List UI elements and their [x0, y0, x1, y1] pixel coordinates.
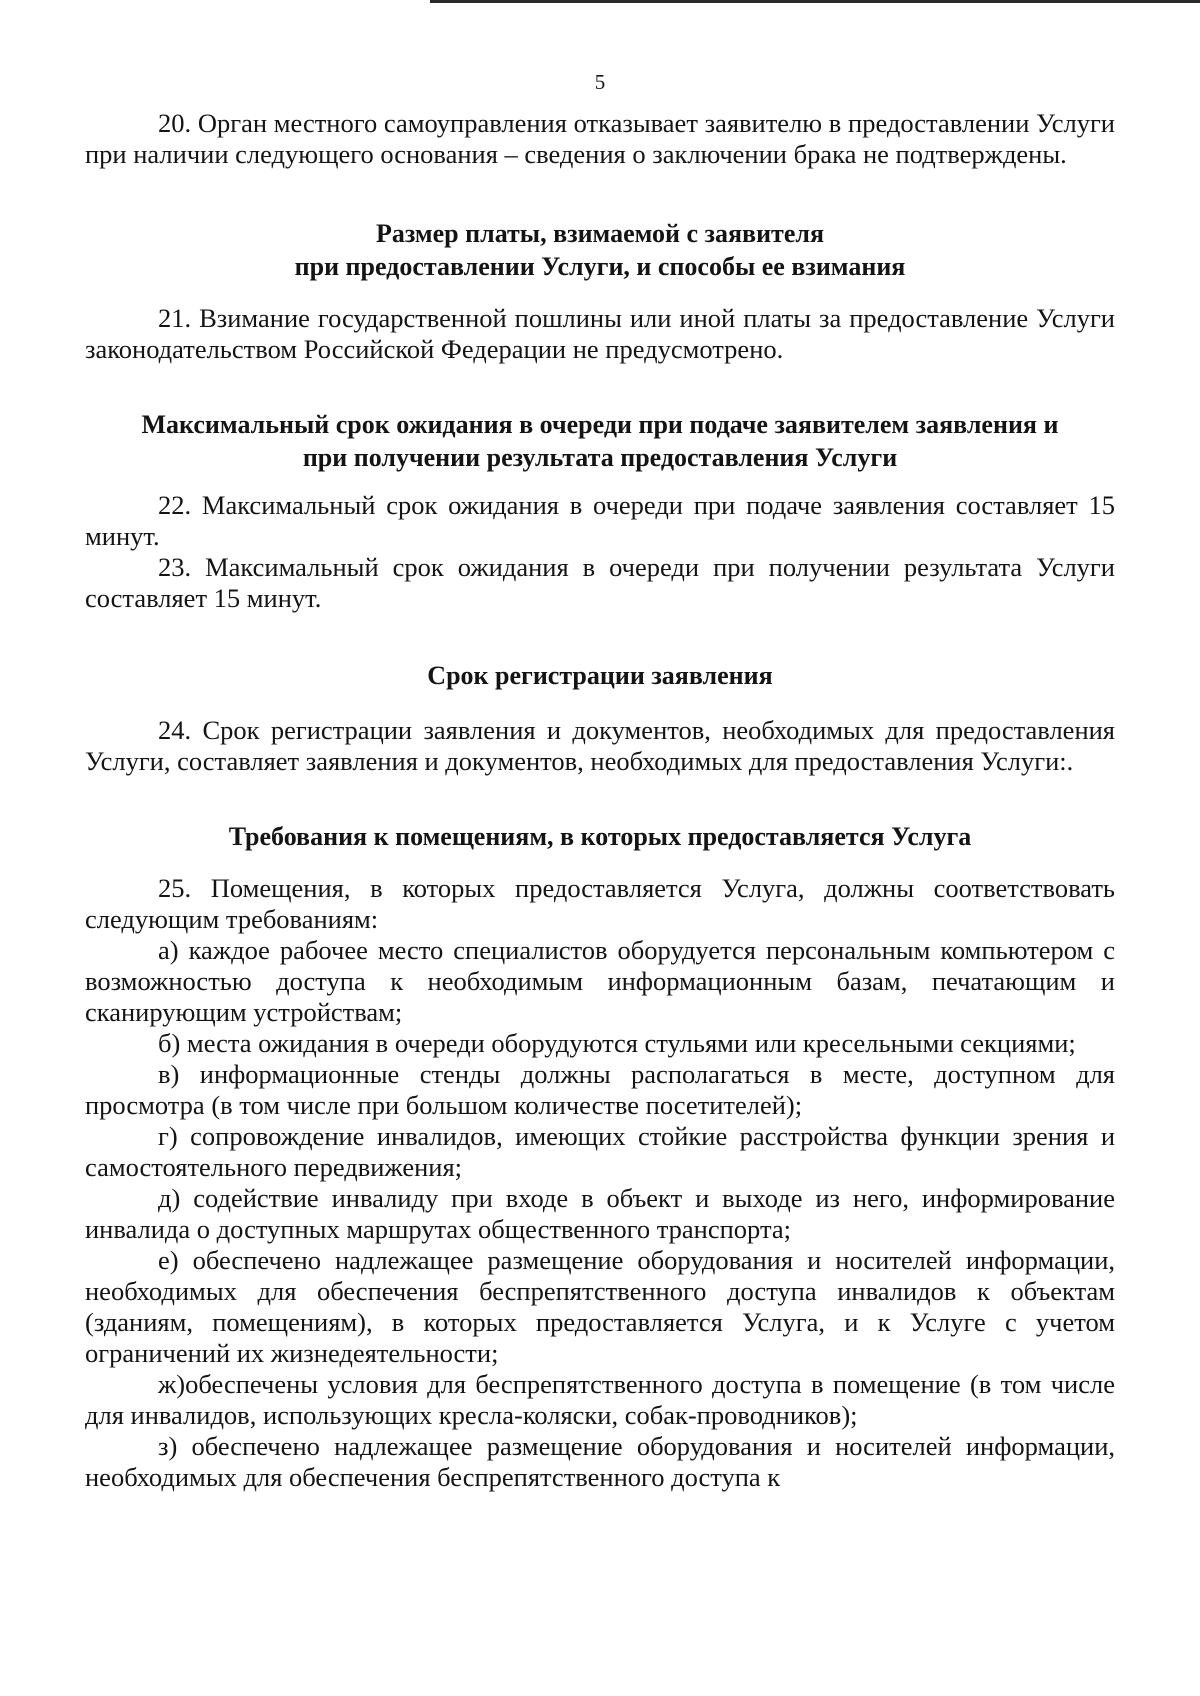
- list-item-v: в) информационные стенды должны располагаться в месте, доступном для просмотра (в том числе при большом количестве посетителей);: [85, 1059, 1115, 1120]
- list-item-e: е) обеспечено надлежащее размещение оборудования и носителей информации, необходимых для обеспечения беспрепятственного доступа инвалидов к объектам (зданиям, помещениям), в которых предоставляется Услуга, и к Услуге с учетом ограничений их жизнедеятельности;: [85, 1245, 1115, 1368]
- list-item-zh: ж)обеспечены условия для беспрепятственного доступа в помещение (в том числе для инвалидов, использующих кресла-коляски, собак-проводников);: [85, 1369, 1115, 1430]
- document-body: [85, 108, 1115, 1493]
- page-number: 5: [594, 70, 606, 94]
- heading-wait-time-line-2: при получении результата предоставления Услуги: [302, 442, 898, 472]
- paragraph-24: 24. Срок регистрации заявления и документов, необходимых для предоставления Услуги, составляет заявления и документов, необходимых для предоставления Услуги:.: [85, 714, 1115, 776]
- list-item-b: б) места ожидания в очереди оборудуются стульями или кресельными секциями;: [158, 1028, 1076, 1058]
- list-item-a: а) каждое рабочее место специалистов оборудуется персональным компьютером с возможностью доступа к необходимым информационным базам, печатающим и сканирующим устройствам;: [85, 935, 1115, 1027]
- paragraph-25: 25. Помещения, в которых предоставляется Услуга, должны соответствовать следующим требованиям:: [85, 873, 1115, 934]
- heading-premises: Требования к помещениям, в которых предоставляется Услуга: [228, 821, 972, 851]
- heading-wait-time: [85, 409, 1115, 474]
- list-item-d: д) содействие инвалиду при входе в объект и выходе из него, информирование инвалида о доступных маршрутах общественного транспорта;: [85, 1183, 1115, 1244]
- list-item-z: з) обеспечено надлежащее размещение оборудования и носителей информации, необходимых для обеспечения беспрепятственного доступа к: [85, 1431, 1115, 1492]
- heading-fee: [85, 218, 1115, 283]
- paragraph-23: 23. Максимальный срок ожидания в очереди при получении результата Услуги составляет 15 минут.: [85, 552, 1115, 613]
- paragraph-20: 20. Орган местного самоуправления отказывает заявителю в предоставлении Услуги при наличии следующего основания – сведения о заключении брака не подтверждены.: [85, 108, 1115, 169]
- scan-edge-line: [430, 0, 1200, 3]
- list-item-g: г) сопровождение инвалидов, имеющих стойкие расстройства функции зрения и самостоятельного передвижения;: [85, 1121, 1115, 1182]
- paragraph-21: 21. Взимание государственной пошлины или иной платы за предоставление Услуги законодательством Российской Федерации не предусмотрено.: [85, 303, 1115, 364]
- heading-fee-line-1: Размер платы, взимаемой с заявителя: [375, 219, 825, 248]
- heading-fee-line-2: при предоставлении Услуги, и способы ее взимания: [294, 251, 906, 281]
- heading-registration: Срок регистрации заявления: [427, 661, 773, 690]
- heading-wait-time-line-1: Максимальный срок ожидания в очереди при подаче заявителем заявления и: [141, 410, 1059, 439]
- paragraph-22: 22. Максимальный срок ожидания в очереди при подаче заявления составляет 15 минут.: [85, 490, 1115, 551]
